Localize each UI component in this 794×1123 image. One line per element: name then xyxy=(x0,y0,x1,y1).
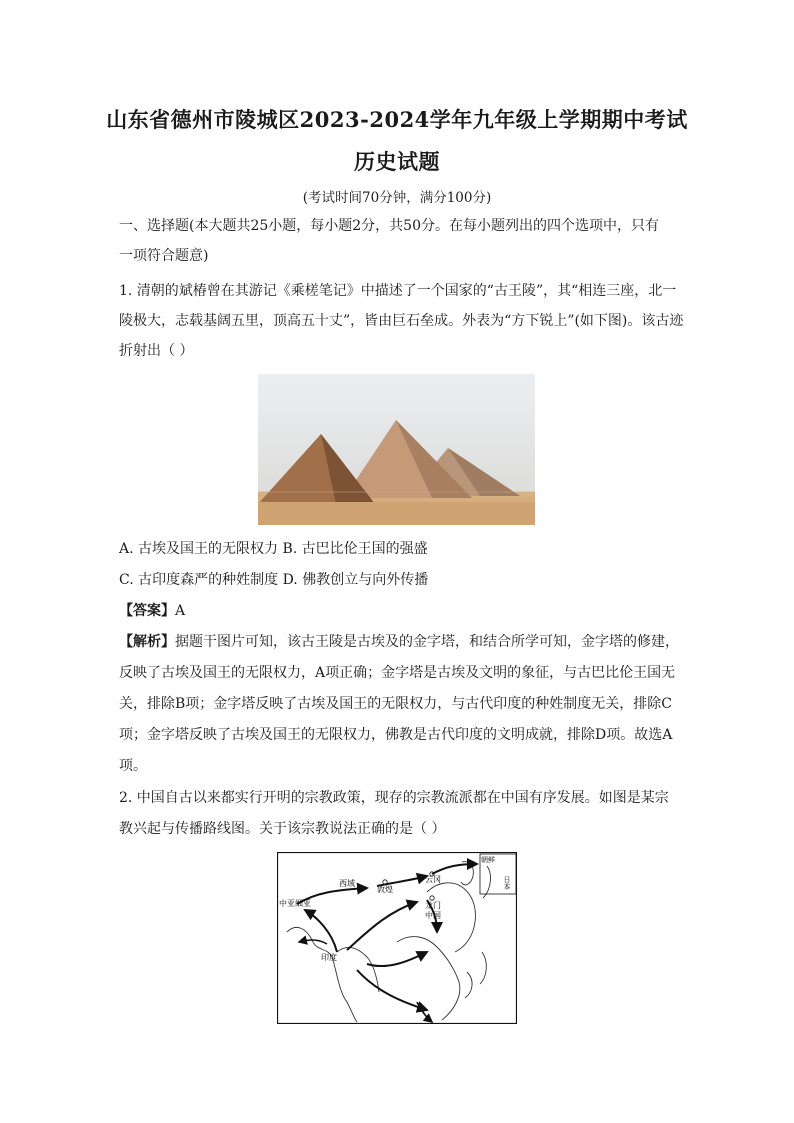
q2-stem-line2: 教兴起与传播路线图。关于该宗教说法正确的是（ ） xyxy=(119,821,446,837)
map-label-yungang: 云冈 xyxy=(425,875,441,884)
analysis-text: 据题干图片可知，该古王陵是古埃及的金字塔，和结合所学可知，金字塔的修建， xyxy=(175,634,679,650)
map-label-japan: 日本 xyxy=(503,876,511,890)
map-label-korea: 朝鲜 xyxy=(481,856,495,864)
q1-stem-line2: 陵极大，志载基阔五里，顶高五十丈”，皆由巨石垒成。外表为“方下锐上”(如下图)。该古迹 xyxy=(119,313,684,329)
map-label-longmen: 龙门 xyxy=(425,901,441,910)
q1-analysis-line3: 关，排除B项；金字塔反映了古埃及国王的无限权力，与古代印度的种姓制度无关，排除C xyxy=(119,696,672,712)
map-label-dunhuang: 敦煌 xyxy=(377,885,393,894)
section-heading-line2: 一项符合题意) xyxy=(119,248,209,264)
q1-analysis-line2: 反映了古埃及国王的无限权力，A项正确；金字塔是古埃及文明的象征，与古巴比伦王国无 xyxy=(119,665,676,681)
q1-options-line1: A. 古埃及国王的无限权力 B. 古巴比伦王国的强盛 xyxy=(119,541,428,557)
exam-title: 山东省德州市陵城区2023-2024学年九年级上学期期中考试 xyxy=(106,107,688,132)
answer-tag: 【答案】 xyxy=(119,603,175,619)
q1-analysis-line5: 项。 xyxy=(119,758,147,774)
analysis-tag: 【解析】 xyxy=(119,634,175,650)
q1-stem-line3: 折射出（ ） xyxy=(119,343,194,359)
map-label-central-asia: 中亚细亚 xyxy=(279,899,311,908)
map-label-india: 印度 xyxy=(321,953,337,962)
q1-answer xyxy=(119,601,679,621)
q1-analysis-line4: 项；金字塔反映了古埃及国王的无限权力，佛教是古代印度的文明成就，排除D项。故选A xyxy=(119,727,673,743)
q2-stem-line1: 2. 中国自古以来都实行开明的宗教政策，现存的宗教流派都在中国有序发展。如图是某宗 xyxy=(119,790,669,806)
q1-analysis-line1 xyxy=(119,632,679,652)
pyramids-photo xyxy=(258,374,535,525)
subject-title: 历史试题 xyxy=(354,149,440,174)
religion-spread-map xyxy=(277,852,517,1024)
map-label-china: 中国 xyxy=(425,911,441,920)
q1-options-line2: C. 古印度森严的种姓制度 D. 佛教创立与向外传播 xyxy=(119,572,429,588)
exam-info: (考试时间70分钟，满分100分) xyxy=(302,190,492,206)
answer-value: A xyxy=(175,603,186,619)
map-label-western-regions: 西域 xyxy=(339,879,355,888)
q1-stem-line1: 1. 清朝的斌椿曾在其游记《乘槎笔记》中描述了一个国家的“古王陵”，其“相连三座，北一 xyxy=(119,283,677,299)
section-heading-line1: 一、选择题(本大题共25小题，每小题2分，共50分。在每小题列出的四个选项中，只有 xyxy=(119,218,659,234)
